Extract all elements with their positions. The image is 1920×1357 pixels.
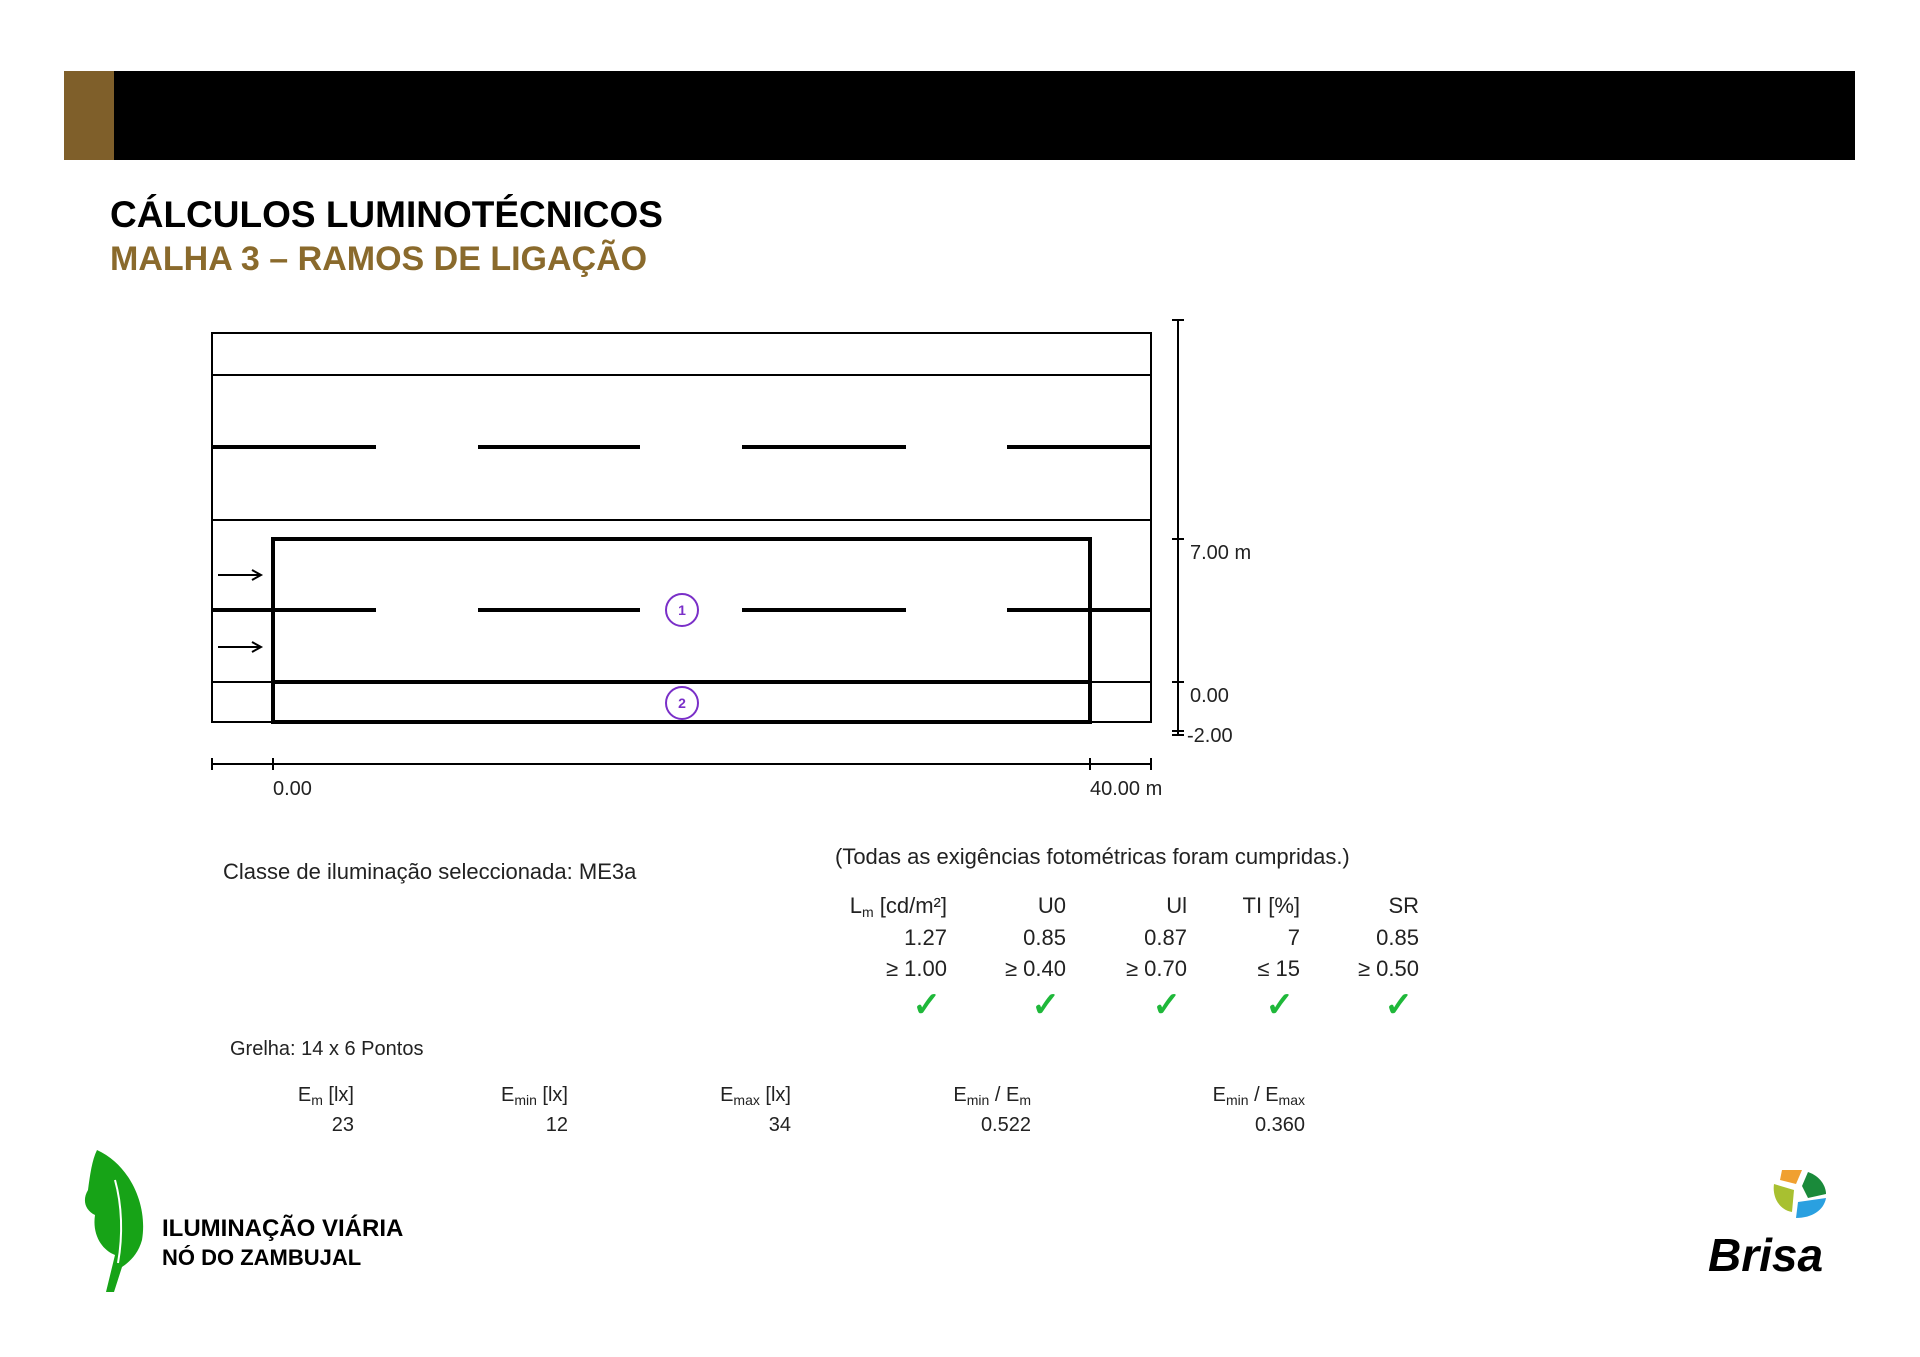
leaf-logo-icon bbox=[70, 1145, 150, 1295]
marker-2 bbox=[666, 687, 698, 719]
page-title: CÁLCULOS LUMINOTÉCNICOS bbox=[110, 194, 663, 235]
value-emin-em: 0.522 bbox=[980, 1114, 1031, 1136]
value-ti: 7 bbox=[1287, 925, 1300, 950]
value-sr: 0.85 bbox=[1376, 925, 1419, 950]
value-emin: 12 bbox=[545, 1114, 568, 1136]
limit-ti: ≤ 15 bbox=[1257, 956, 1300, 981]
y-label-7: 7.00 m bbox=[1190, 542, 1252, 564]
limit-ul: ≥ 0.70 bbox=[1125, 956, 1187, 981]
header-emin: $E_{min}$ [lx] bbox=[500, 1084, 568, 1108]
road-outline bbox=[212, 333, 1151, 722]
value-u0: 0.85 bbox=[1023, 925, 1066, 950]
check-icon: ✓ bbox=[1152, 986, 1181, 1024]
limit-u0: ≥ 0.40 bbox=[1004, 956, 1066, 981]
limit-lm: ≥ 1.00 bbox=[885, 956, 947, 981]
limit-sr: ≥ 0.50 bbox=[1357, 956, 1419, 981]
x-label-40: 40.00 m bbox=[1090, 778, 1163, 800]
grid-label: Grelha: 14 x 6 Pontos bbox=[230, 1038, 424, 1060]
horizontal-scale bbox=[212, 758, 1151, 770]
page-subtitle: MALHA 3 – RAMOS DE LIGAÇÃO bbox=[110, 240, 648, 278]
header-emin-emax: $E_{min} / E_{max}$ bbox=[1212, 1084, 1305, 1108]
svg-text:1: 1 bbox=[678, 602, 686, 618]
y-label-neg2: -2.00 bbox=[1187, 725, 1233, 747]
check-icon: ✓ bbox=[912, 986, 941, 1024]
col-header-ul: Ul bbox=[1166, 893, 1187, 918]
footer-project-location: NÓ DO ZAMBUJAL bbox=[162, 1245, 362, 1270]
col-header-ti: TI [%] bbox=[1242, 893, 1300, 918]
value-em: 23 bbox=[331, 1114, 354, 1136]
y-label-0: 0.00 bbox=[1190, 685, 1229, 707]
lighting-class: Classe de iluminação seleccionada: ME3a bbox=[223, 859, 637, 884]
vertical-scale bbox=[1172, 320, 1184, 735]
marker-1 bbox=[666, 594, 698, 626]
check-icon: ✓ bbox=[1265, 986, 1294, 1024]
compliance-note: (Todas as exigências fotométricas foram cumpridas.) bbox=[835, 844, 1350, 869]
header-emin-em: $E_{min} / E_m$ bbox=[953, 1084, 1031, 1108]
col-header-sr: SR bbox=[1388, 893, 1419, 918]
col-header-lm: $L_m$ [cd/m²] bbox=[849, 893, 947, 920]
footer-project-title: ILUMINAÇÃO VIÁRIA bbox=[162, 1215, 404, 1242]
col-header-u0: U0 bbox=[1037, 893, 1066, 918]
value-emin-emax: 0.360 bbox=[1254, 1114, 1305, 1136]
svg-text:2: 2 bbox=[678, 695, 686, 711]
lane-dashes bbox=[212, 447, 1151, 610]
check-icon: ✓ bbox=[1031, 986, 1060, 1024]
x-label-0: 0.00 bbox=[273, 778, 312, 800]
value-lm: 1.27 bbox=[904, 925, 947, 950]
value-emax: 34 bbox=[768, 1114, 791, 1136]
brisa-logo-icon bbox=[1770, 1168, 1830, 1228]
value-ul: 0.87 bbox=[1144, 925, 1187, 950]
brisa-logo-text: Brisa bbox=[1708, 1229, 1824, 1281]
check-icon: ✓ bbox=[1384, 986, 1413, 1024]
header-emax: $E_{max}$ [lx] bbox=[720, 1084, 791, 1108]
header-em: $E_m$ [lx] bbox=[297, 1084, 354, 1108]
